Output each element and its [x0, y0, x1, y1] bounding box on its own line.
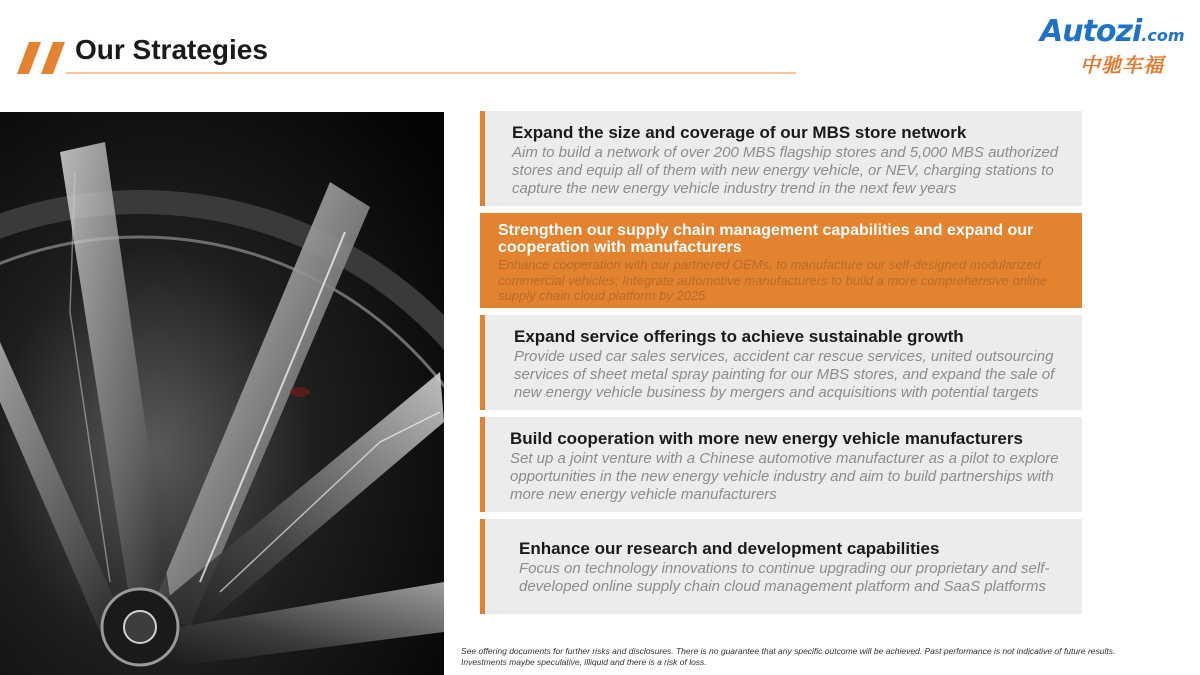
title-divider — [66, 72, 796, 74]
strategy-card-research-development — [480, 519, 1082, 614]
strategy-title: Expand the size and coverage of our MBS store network — [512, 123, 967, 142]
strategy-card-store-network — [480, 111, 1082, 206]
logo-domain: .com — [1141, 26, 1185, 45]
logo-chinese-name: 中驰车福 — [1080, 53, 1164, 77]
strategy-title: Expand service offerings to achieve sustainable growth — [514, 327, 964, 346]
strategy-card-nev-cooperation — [480, 417, 1082, 512]
strategy-description: Provide used car sales services, accident car rescue services, united outsourcing services of sheet metal spray painting for our MBS stores, and expand the sale of new energy vehicle business by mergers and acquisitions with potential targets — [514, 348, 1055, 401]
car-wheel-photo — [0, 112, 444, 675]
strategy-description: Aim to build a network of over 200 MBS flagship stores and 5,000 MBS authorized stores and equip all of them with new energy vehicle, or NEV, charging stations to capture the new energy vehicle industry trend in the next few years — [512, 144, 1059, 197]
legal-disclaimer: See offering documents for further risks and disclosures. There is no guarantee that any specific outcome will be achieved. Past performance is not indicative of future results. Investments maybe speculative, illiquid and there is a risk of loss. — [461, 646, 1116, 667]
strategy-description: Focus on technology innovations to continue upgrading our proprietary and self-developed online supply chain cloud management platform and SaaS platforms — [519, 560, 1050, 595]
strategy-title: Build cooperation with more new energy vehicle manufacturers — [510, 429, 1023, 448]
wheel-image — [0, 112, 444, 675]
strategy-card-supply-chain — [480, 213, 1082, 308]
logo-brand: Autozi — [1040, 14, 1142, 49]
strategy-title: Strengthen our supply chain management capabilities and expand our cooperation with manufacturers — [498, 222, 1034, 256]
title-slash-icon — [17, 42, 67, 74]
strategy-description: Enhance cooperation with our partnered OEMs, to manufacture our self-designed modularized commercial vehicles; Integrate automotive manufacturers to build a more comprehensive online supply chain cloud platform by 2025 — [498, 257, 1048, 303]
strategy-card-service-offerings — [480, 315, 1082, 410]
page-title: Our Strategies — [75, 34, 268, 65]
strategy-title: Enhance our research and development capabilities — [519, 539, 940, 558]
logo-wordmark — [1040, 14, 1185, 54]
strategy-description: Set up a joint venture with a Chinese automotive manufacturer as a pilot to explore opportunities in the new energy vehicle industry and aim to build partnerships with more new energy vehicle manufacturers — [510, 450, 1059, 503]
company-logo — [1040, 14, 1185, 77]
